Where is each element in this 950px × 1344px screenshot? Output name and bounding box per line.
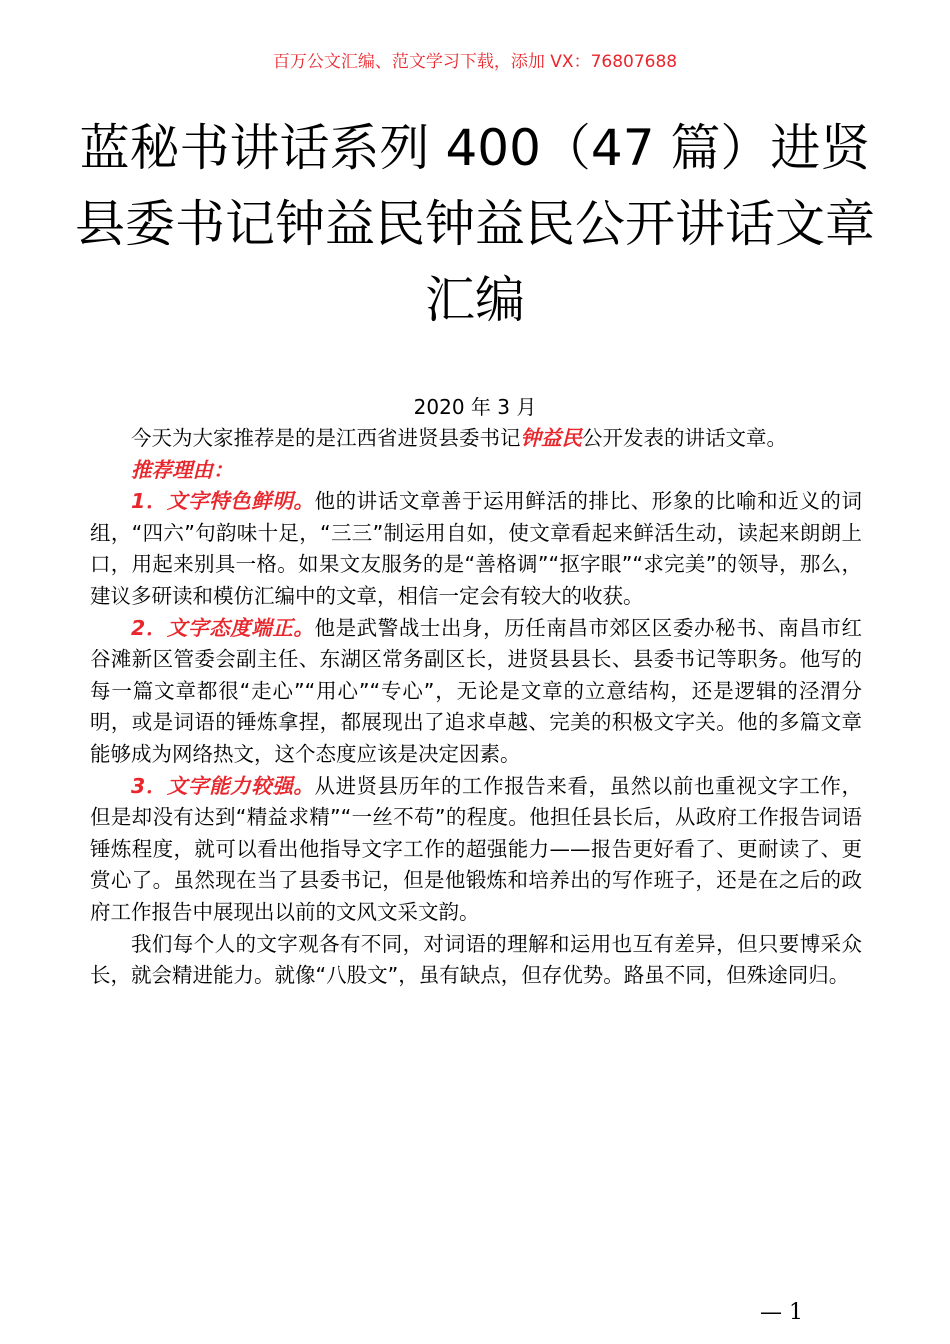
page-number: — 1 [760,1300,803,1325]
reason-text: 他是武警战士出身，历任南昌市郊区区委办秘书、南昌市红谷滩新区管委会副主任、东湖区常务副区长，进贤县县长、县委书记等职务。他写的每一篇文章都很“走心”“用心”“专心”，无论是文章的立意结构，还是逻辑的泾渭分明，或是词语的锤炼拿捏，都展现出了追求卓越、完美的积极文字关。他的多篇文章能够成为网络热文，这个态度应该是决定因素。 [90,615,863,766]
intro-text-after: 公开发表的讲话文章。 [582,426,787,450]
closing-paragraph: 我们每个人的文字观各有不同，对词语的理解和运用也互有差异，但只要博采众长，就会精进能力。就像“八股文”，虽有缺点，但存优势。路虽不同，但殊途同归。 [90,931,862,988]
document-body [90,423,862,992]
reasons-heading: 推荐理由： [131,457,234,482]
document-date: 2020 年 3 月 [413,395,537,419]
reason-paragraph [90,486,862,612]
reason-paragraph [90,771,862,929]
reasons-heading-paragraph [90,455,862,487]
reason-text: 从进贤县历年的工作报告来看，虽然以前也重视文字工作，但是却没有达到“精益求精”“一丝不苟”的程度。他担任县长后，从政府工作报告词语锤炼程度，就可以看出他指导文字工作的超强能力——报告更好看了、更耐读了、更赏心了。虽然现在当了县委书记，但是他锻炼和培养出的写作班子，还是在之后的政府工作报告中展现出以前的文风文采文韵。 [90,773,863,924]
reason-label: 1．文字特色鲜明。 [131,489,315,514]
reason-label: 2．文字态度端正。 [131,615,315,640]
intro-paragraph [90,423,862,455]
reason-paragraph [90,613,862,771]
intro-text-before: 今天为大家推荐是的是江西省进贤县委书记 [131,426,521,450]
header-note: 百万公文汇编、范文学习下载，添加 VX：76807688 [272,52,678,72]
reason-text: 他的讲话文章善于运用鲜活的排比、形象的比喻和近义的词组，“四六”句韵味十足，“三三”制运用自如，使文章看起来鲜活生动，读起来朗朗上口，用起来别具一格。如果文友服务的是“善格调”“抠字眼”“求完美”的领导，那么，建议多研读和模仿汇编中的文章，相信一定会有较大的收获。 [90,489,863,608]
document-title: 蓝秘书讲话系列 400（47 篇）进贤县委书记钟益民钟益民公开讲话文章汇编 [75,119,875,329]
reason-label: 3．文字能力较强。 [131,773,315,798]
author-name: 钟益民 [520,426,582,450]
